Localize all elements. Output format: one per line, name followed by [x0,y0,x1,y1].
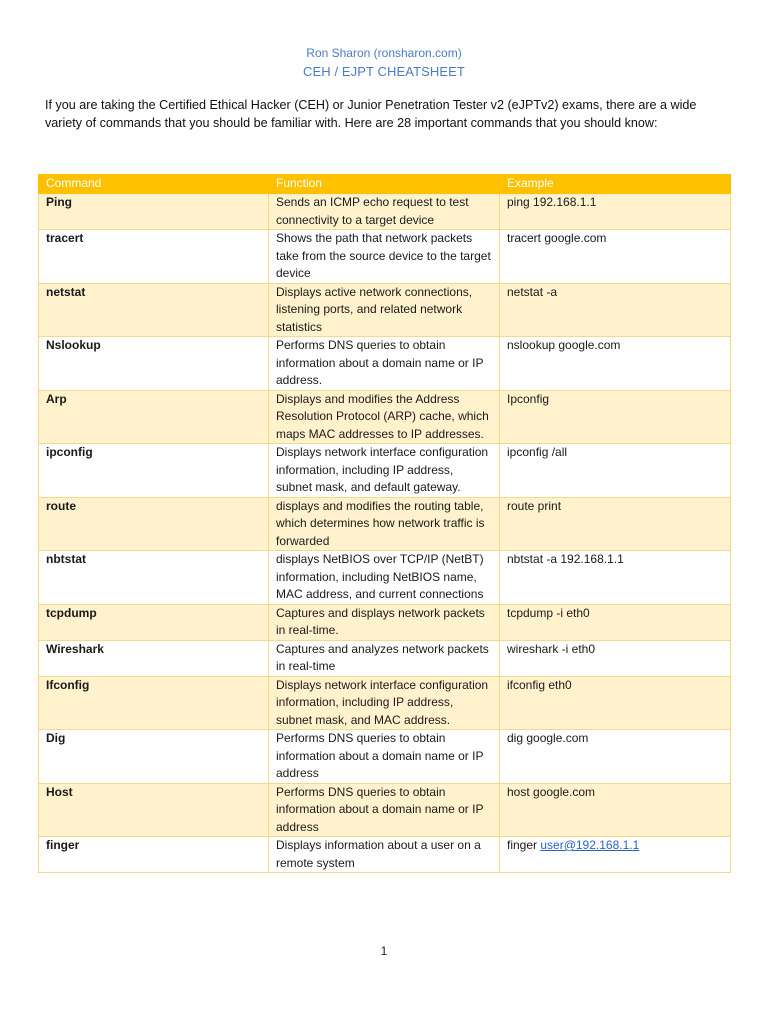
table-row [39,837,731,873]
example-cell: nslookup google.com [500,337,731,391]
function-cell: displays and modifies the routing table, which determines how network traffic is forwarded [269,497,500,551]
function-cell: Displays network interface configuration information, including IP address, subnet mask, and MAC address. [269,676,500,730]
example-cell: host google.com [500,783,731,837]
table-header-row [39,175,731,194]
table-row [39,640,731,676]
command-cell: Ifconfig [39,676,269,730]
document-author: Ron Sharon (ronsharon.com) [306,46,462,60]
table-row [39,676,731,730]
table-row [39,337,731,391]
command-cell: route [39,497,269,551]
table-row [39,444,731,498]
function-cell: Performs DNS queries to obtain information about a domain name or IP address [269,783,500,837]
example-text: finger [507,838,541,852]
example-cell: ping 192.168.1.1 [500,194,731,230]
function-cell: Displays and modifies the Address Resolution Protocol (ARP) cache, which maps MAC addresses to IP addresses. [269,390,500,444]
function-cell: Performs DNS queries to obtain information about a domain name or IP address [269,730,500,784]
example-cell: nbtstat -a 192.168.1.1 [500,551,731,605]
function-cell: Displays network interface configuration information, including IP address, subnet mask, and default gateway. [269,444,500,498]
table-row [39,497,731,551]
example-cell: ifconfig eth0 [500,676,731,730]
command-cell: tcpdump [39,604,269,640]
example-cell: tracert google.com [500,230,731,284]
command-cell: tracert [39,230,269,284]
example-cell: tcpdump -i eth0 [500,604,731,640]
example-cell: ipconfig /all [500,444,731,498]
function-cell: Captures and analyzes network packets in real-time [269,640,500,676]
command-cell: ipconfig [39,444,269,498]
table-row [39,604,731,640]
function-cell: Sends an ICMP echo request to test connectivity to a target device [269,194,500,230]
command-cell: Host [39,783,269,837]
table-row [39,730,731,784]
command-cell: nbtstat [39,551,269,605]
document-title: CEH / EJPT CHEATSHEET [303,64,465,79]
example-cell: route print [500,497,731,551]
example-cell: wireshark -i eth0 [500,640,731,676]
column-header-example: Example [500,175,731,194]
function-cell: Performs DNS queries to obtain information about a domain name or IP address. [269,337,500,391]
example-cell [500,837,731,873]
example-cell: netstat -a [500,283,731,337]
page-number: 1 [380,944,388,958]
column-header-function: Function [269,175,500,194]
function-cell: displays NetBIOS over TCP/IP (NetBT) information, including NetBIOS name, MAC address, and current connections [269,551,500,605]
command-cell: Arp [39,390,269,444]
function-cell: Displays active network connections, listening ports, and related network statistics [269,283,500,337]
table-row [39,230,731,284]
table-row [39,783,731,837]
function-cell: Displays information about a user on a remote system [269,837,500,873]
email-link[interactable]: user@192.168.1.1 [540,838,640,852]
table-row [39,551,731,605]
example-cell: dig google.com [500,730,731,784]
table-row [39,390,731,444]
command-cell: Dig [39,730,269,784]
column-header-command: Command [39,175,269,194]
command-cell: netstat [39,283,269,337]
table-row [39,283,731,337]
command-cell: Nslookup [39,337,269,391]
command-cell: Ping [39,194,269,230]
example-cell: Ipconfig [500,390,731,444]
intro-paragraph: If you are taking the Certified Ethical Hacker (CEH) or Junior Penetration Tester v2 (eJPTv2) exams, there are a wide variety of commands that you should be familiar with. Here are 28 important commands that you should know: [45,98,697,130]
table-row [39,194,731,230]
commands-table [38,174,731,873]
function-cell: Shows the path that network packets take from the source device to the target device [269,230,500,284]
command-cell: Wireshark [39,640,269,676]
command-cell: finger [39,837,269,873]
function-cell: Captures and displays network packets in real-time. [269,604,500,640]
